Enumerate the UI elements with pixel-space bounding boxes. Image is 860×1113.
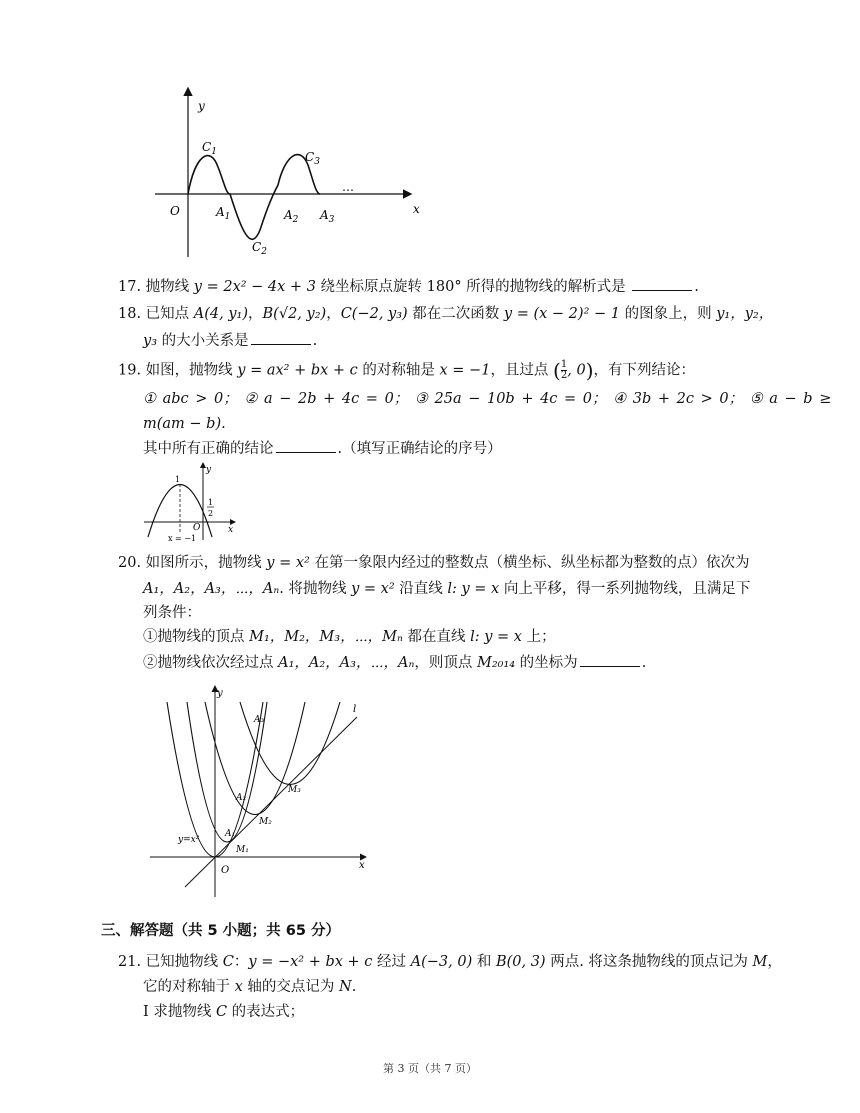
q19-conclusion-1: ① abc > 0； [143, 391, 238, 407]
q20-l5-points: A₁，A₂，A₃，⋯，Aₙ [278, 655, 415, 671]
q20-l5-a: ②抛物线依次经过点 [143, 655, 279, 671]
q21-point-a: A(−3, 0) [410, 954, 473, 970]
q20-l2-line: l: y = x [447, 581, 500, 597]
q20-l5-m: M₂₀₁₄ [476, 655, 516, 671]
q21-l1-c: C [222, 954, 234, 970]
q21-l2-a: 它的对称轴于 [143, 979, 235, 995]
q21-l1-g: ， [767, 954, 782, 970]
svg-text:A₂: A₂ [236, 793, 247, 803]
q19-ask-b: .（填写正确结论的序号） [337, 441, 502, 457]
question-21-line2 [143, 977, 356, 997]
q18-sep1: ， [248, 306, 263, 322]
parabola-family-figure [145, 682, 375, 902]
q20-l2-b: 沿直线 [394, 581, 448, 597]
q19-text-c: ，且过点 [490, 362, 554, 379]
q19-text-d: ，有下列结论： [593, 362, 695, 379]
q17-number: 17. [118, 279, 142, 295]
q19-conclusion-2: ② a − 2b + 4c = 0； [244, 391, 409, 407]
q19-expr: y = ax² + bx + c [237, 362, 358, 379]
q18-ys: y₁，y₂， [716, 306, 774, 322]
q21-l2-x: x [234, 979, 243, 995]
q21-l3-b: 的表达式； [227, 1004, 305, 1020]
q18-line2-text: 的大小关系是 [157, 333, 249, 349]
svg-text:M₃: M₃ [288, 785, 301, 795]
q21-l2-n: N [339, 979, 352, 995]
q21-l2-c: . [351, 979, 357, 995]
y-label: y [198, 99, 205, 113]
svg-text:x = −1: x = −1 [168, 534, 197, 542]
q17-text-b: 绕坐标原点旋转 180° 所得的抛物线的解析式是 [315, 279, 631, 295]
q20-number: 20. [118, 555, 142, 571]
c2-label: $C_2$ [252, 240, 267, 257]
a1-label: $A_1$ [216, 205, 231, 222]
q21-l1-e: 和 [472, 954, 496, 970]
section-3-title: 三、解答题（共 5 小题；共 65 分） [101, 923, 340, 939]
q18-text-a: 已知点 [145, 306, 194, 322]
svg-text:O: O [221, 865, 230, 876]
svg-text:x: x [359, 860, 365, 871]
q19-ask-a: 其中所有正确的结论 [143, 441, 274, 457]
q19-number: 19. [118, 362, 142, 379]
q20-l4-line: l: y = x [470, 629, 522, 645]
question-20-line4 [143, 627, 556, 647]
q21-l1-a: 已知抛物线 [145, 954, 223, 970]
q21-l3-a: Ⅰ 求抛物线 [143, 1004, 216, 1020]
q18-expr: y = (x − 2)² − 1 [503, 306, 620, 322]
svg-text:A₃: A₃ [254, 715, 265, 725]
q19-point-tail: , 0 [567, 362, 586, 379]
q21-l1-f: 两点. 将这条抛物线的顶点记为 [545, 954, 753, 970]
q19-text-b: 的对称轴是 [357, 362, 440, 379]
q20-l2-points: A₁，A₂，A₃，⋯，Aₙ [143, 581, 280, 597]
svg-text:M₁: M₁ [236, 845, 249, 855]
svg-text:l: l [353, 704, 357, 715]
q21-number: 21. [118, 954, 142, 970]
svg-text:y: y [206, 465, 212, 475]
question-18 [118, 304, 773, 324]
q19-paren-open: ( [553, 358, 561, 383]
a3-label: $A_3$ [320, 208, 335, 225]
question-21 [118, 952, 782, 972]
q20-l2-expr: y = x² [351, 581, 395, 597]
q20-l2-c: 向上平移，得一系列抛物线，且满足下 [499, 581, 751, 597]
question-20-line3 [143, 603, 201, 623]
svg-text:1: 1 [208, 498, 214, 507]
question-21-line3 [143, 1002, 304, 1022]
q18-point-b: B(√2, y₂) [262, 306, 327, 322]
question-20-line2 [143, 579, 750, 599]
q17-text-a: 抛物线 [145, 279, 194, 295]
a2-label: $A_2$ [284, 208, 299, 225]
q20-l5-b: ，则顶点 [414, 655, 477, 671]
q20-l1-expr: y = x² [266, 555, 310, 571]
question-20-line5 [143, 652, 646, 673]
q20-answer-blank[interactable] [580, 652, 640, 667]
x-label: x [413, 202, 420, 216]
q17-end: . [694, 279, 699, 295]
q18-number: 18. [118, 306, 142, 322]
dots-label: … [342, 180, 354, 194]
origin-label: O [170, 204, 180, 218]
q19-answer-blank[interactable] [276, 438, 336, 453]
q20-l4-points: M₁，M₂，M₃，⋯，Mₙ [249, 629, 403, 645]
q21-m: M [752, 954, 768, 970]
c3-label: $C_3$ [305, 150, 320, 167]
svg-text:y=x²: y=x² [178, 835, 200, 845]
q20-l4-b: 都在直线 [402, 629, 471, 645]
q18-answer-blank[interactable] [251, 330, 311, 345]
parabola-figure-small [140, 462, 240, 542]
question-19-conclusion5-cont [143, 414, 226, 434]
q19-conclusion-4: ④ 3b + 2c > 0； [613, 391, 744, 407]
q18-sep2: ， [326, 306, 341, 322]
svg-text:y: y [217, 688, 223, 699]
svg-text:M₂: M₂ [259, 817, 272, 827]
question-20 [118, 553, 749, 573]
question-19-conclusions [143, 389, 831, 409]
wave-figure [150, 85, 430, 265]
q20-l5-c: 的坐标为 [515, 655, 578, 671]
q19-paren-close: ) [585, 358, 594, 383]
q21-l1-d: 经过 [372, 954, 411, 970]
q21-l1-b: ： [233, 954, 249, 970]
svg-text:2: 2 [208, 509, 214, 518]
q18-end: . [312, 333, 318, 349]
q20-l4-a: ①抛物线的顶点 [143, 629, 250, 645]
q21-point-b: B(0, 3) [495, 954, 546, 970]
q19-axis: x = −1 [439, 362, 491, 379]
q17-answer-blank[interactable] [632, 276, 692, 291]
q19-fraction: $\frac{1}{2}$ [560, 359, 568, 381]
q19-conclusion-5b: m(am − b). [143, 416, 226, 432]
wave-curve [188, 155, 320, 240]
svg-text:x: x [228, 525, 234, 535]
q20-l1-a: 如图所示，抛物线 [145, 555, 267, 571]
q20-l2-a: . 将抛物线 [279, 581, 352, 597]
q20-l1-b: 在第一象限内经过的整数点（横坐标、纵坐标都为整数的点）依次为 [309, 555, 750, 571]
c1-label: $C_1$ [202, 140, 217, 157]
q18-text-c: 的图象上，则 [619, 306, 717, 322]
q19-conclusion-5: ⑤ a − b ≥ [749, 391, 832, 407]
svg-text:O: O [193, 523, 201, 533]
question-19 [118, 360, 695, 381]
svg-text:1: 1 [175, 475, 181, 484]
svg-text:A₁: A₁ [225, 829, 236, 839]
q19-conclusion-3: ③ 25a − 10b + 4c = 0； [414, 391, 607, 407]
q18-point-a: A(4, y₁) [193, 306, 249, 322]
q21-l3-c: C [215, 1004, 228, 1020]
q21-l1-expr: y = −x² + bx + c [248, 954, 373, 970]
q18-text-b: 都在二次函数 [407, 306, 504, 322]
q18-point-c: C(−2, y₃) [340, 306, 408, 322]
page-footer: 第 3 页（共 7 页） [383, 1062, 477, 1075]
question-19-ask [143, 438, 502, 459]
q20-end: . [641, 655, 647, 671]
q17-expr: y = 2x² − 4x + 3 [193, 279, 316, 295]
q20-l3: 列条件： [143, 605, 201, 621]
q18-y3: y₃ [143, 333, 158, 349]
q20-l4-c: 上； [521, 629, 556, 645]
q21-l2-b: 轴的交点记为 [242, 979, 340, 995]
question-17 [118, 276, 699, 297]
q19-text-a: 如图，抛物线 [145, 362, 238, 379]
question-18-line2 [143, 330, 317, 351]
